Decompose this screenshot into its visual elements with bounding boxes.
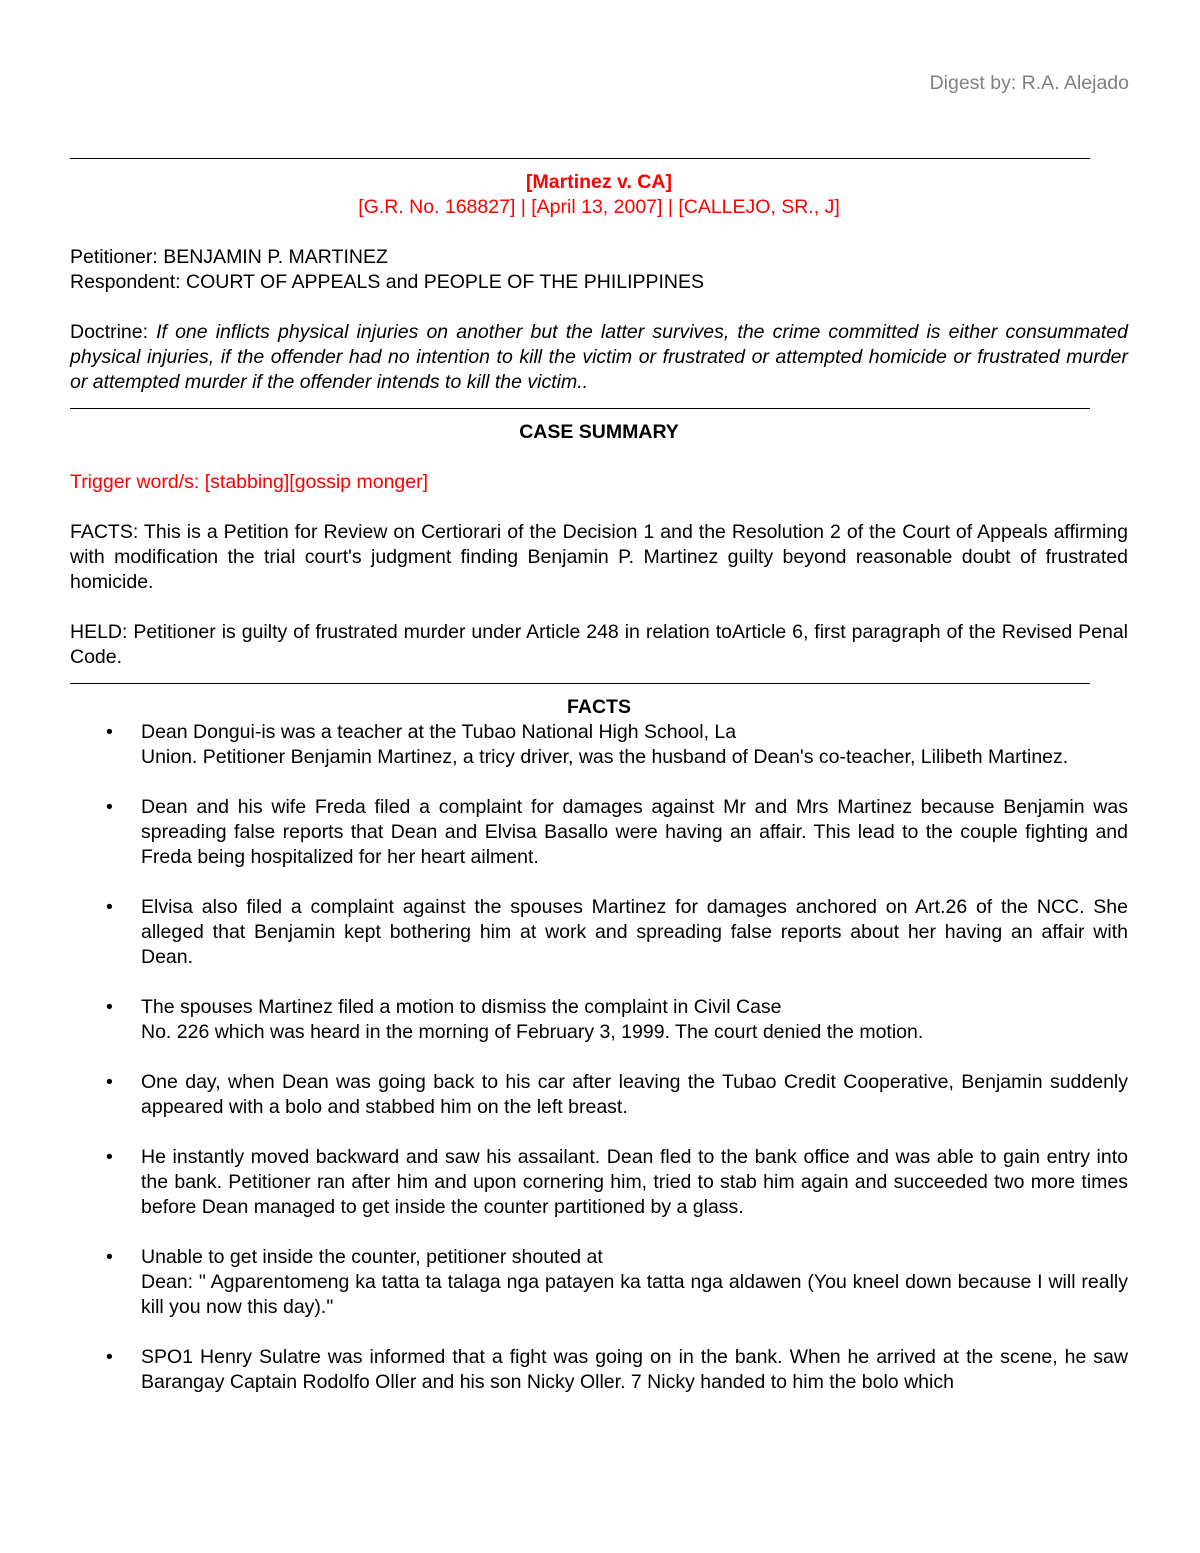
respondent-line: Respondent: COURT OF APPEALS and PEOPLE OF THE PHILIPPINES — [70, 271, 705, 293]
fact-text: No. 226 which was heard in the morning of February 3, 1999. The court denied the motion. — [141, 1021, 924, 1043]
fact-first-line: The spouses Martinez filed a motion to dismiss the complaint in Civil Case — [141, 996, 782, 1018]
facts-list — [70, 720, 1128, 1395]
fact-item-2 — [70, 795, 1128, 870]
spacer — [70, 220, 1128, 245]
spacer — [70, 595, 1128, 620]
bullet-icon: • — [106, 721, 113, 743]
fact-first-line: Dean Dongui-is was a teacher at the Tubao National High School, La — [141, 721, 737, 743]
facts-summary-paragraph: FACTS: This is a Petition for Review on Certiorari of the Decision 1 and the Resolution 2 of the Court of Appeals affirming with modification the trial court's judgment finding Benjamin P. Martinez guilty beyond reasonable doubt of frustrated homicide. — [70, 521, 1128, 593]
spacer — [70, 495, 1128, 520]
fact-text: One day, when Dean was going back to his car after leaving the Tubao Credit Cooperative, Benjamin suddenly appeared with a bolo and stabbed him on the left breast. — [141, 1071, 1128, 1118]
fact-item-8 — [70, 1345, 1128, 1395]
spacer — [70, 445, 1128, 470]
doctrine-text: If one inflicts physical injuries on another but the latter survives, the crime committed is either consummated physical injuries, if the offender had no intention to kill the victim or frustrated or attempted homicide or frustrated murder or attempted murder if the offender intends to kill the victim.. — [70, 321, 1128, 393]
fact-text: Dean: " Agparentomeng ka tatta ta talaga nga patayen ka tatta nga aldawen (You kneel down because I will really kill you now this day)." — [141, 1271, 1128, 1318]
fact-item-3 — [70, 895, 1128, 970]
separator-line — [70, 145, 1090, 170]
doctrine-label: Doctrine: — [70, 321, 157, 343]
fact-item-1 — [70, 720, 1128, 770]
fact-item-7 — [70, 1245, 1128, 1320]
facts-heading: FACTS — [567, 696, 631, 718]
document-body — [70, 145, 1128, 1420]
fact-text: He instantly moved backward and saw his assailant. Dean fled to the bank office and was able to gain entry into the bank. Petitioner ran after him and upon cornering him, tried to stab him again and succeeded two more times before Dean managed to get inside the counter partitioned by a glass. — [141, 1146, 1128, 1218]
fact-item-4 — [70, 995, 1128, 1045]
bullet-icon: • — [106, 1346, 113, 1368]
bullet-icon: • — [106, 1071, 113, 1093]
fact-item-5 — [70, 1070, 1128, 1120]
bullet-icon: • — [106, 796, 113, 818]
fact-first-line: Unable to get inside the counter, petitioner shouted at — [141, 1246, 603, 1268]
bullet-icon: • — [106, 1246, 113, 1268]
bullet-icon: • — [106, 996, 113, 1018]
bullet-icon: • — [106, 1146, 113, 1168]
petitioner-line: Petitioner: BENJAMIN P. MARTINEZ — [70, 246, 388, 268]
trigger-words: Trigger word/s: [stabbing][gossip monger] — [70, 471, 429, 493]
spacer — [70, 295, 1128, 320]
held-paragraph: HELD: Petitioner is guilty of frustrated murder under Article 248 in relation toArticle 6, first paragraph of the Revised Penal Code. — [70, 621, 1128, 668]
fact-text: Union. Petitioner Benjamin Martinez, a tricy driver, was the husband of Dean's co-teacher, Lilibeth Martinez. — [141, 746, 1069, 768]
separator-line — [70, 670, 1090, 695]
case-title: [Martinez v. CA] — [526, 171, 672, 193]
fact-text: Elvisa also filed a complaint against the spouses Martinez for damages anchored on Art.26 of the NCC. She alleged that Benjamin kept bothering him at work and spreading false reports about her having an affair with Dean. — [141, 896, 1128, 968]
fact-text: Dean and his wife Freda filed a complaint for damages against Mr and Mrs Martinez because Benjamin was spreading false reports that Dean and Elvisa Basallo were having an affair. This lead to the couple fighting and Freda being hospitalized for her heart ailment. — [141, 796, 1128, 868]
separator-line — [70, 395, 1090, 420]
digest-by-note: Digest by: R.A. Alejado — [929, 72, 1129, 94]
case-citation: [G.R. No. 168827] | [April 13, 2007] | [CALLEJO, SR., J] — [358, 196, 840, 218]
bullet-icon: • — [106, 896, 113, 918]
fact-text: SPO1 Henry Sulatre was informed that a fight was going on in the bank. When he arrived at the scene, he saw Barangay Captain Rodolfo Oller and his son Nicky Oller. 7 Nicky handed to him the bolo which — [141, 1346, 1128, 1393]
doctrine-paragraph — [70, 320, 1128, 395]
case-summary-heading: CASE SUMMARY — [519, 421, 679, 443]
fact-item-6 — [70, 1145, 1128, 1220]
